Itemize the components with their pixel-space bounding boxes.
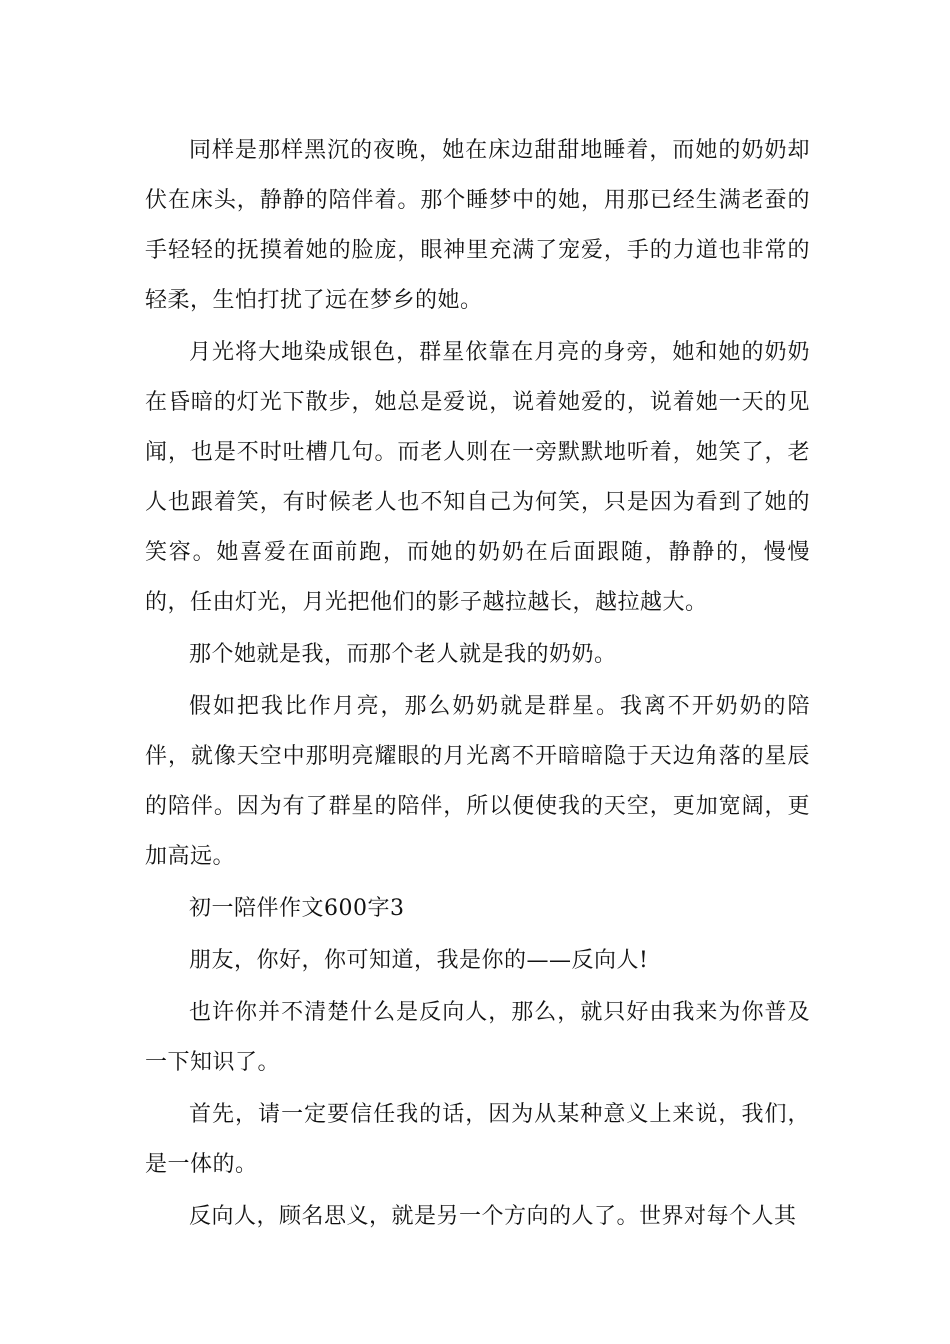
paragraph-7: 首先，请一定要信任我的话，因为从某种意义上来说，我们，是一体的。 bbox=[145, 1102, 810, 1177]
paragraph-4: 假如把我比作月亮，那么奶奶就是群星。我离不开奶奶的陪伴，就像天空中那明亮耀眼的月光离不开暗暗隐于天边角落的星辰的陪伴。因为有了群星的陪伴，所以便使我的天空，更加宽阔，更加高远。 bbox=[145, 694, 810, 869]
paragraph-3: 那个她就是我，而那个老人就是我的奶奶。 bbox=[189, 642, 617, 667]
document-body bbox=[145, 126, 810, 1242]
paragraph-6: 也许你并不清楚什么是反向人，那么，就只好由我来为你普及一下知识了。 bbox=[145, 1000, 810, 1075]
paragraph-2: 月光将大地染成银色，群星依靠在月亮的身旁，她和她的奶奶在昏暗的灯光下散步，她总是爱说，说着她爱的，说着她一天的见闻，也是不时吐槽几句。而老人则在一旁默默地听着，她笑了，老人也跟着笑，有时候老人也不知自己为何笑，只是因为看到了她的笑容。她喜爱在面前跑，而她的奶奶在后面跟随，静静的，慢慢的，任由灯光，月光把他们的影子越拉越长，越拉越大。 bbox=[145, 340, 810, 615]
section-heading: 初一陪伴作文600字3 bbox=[189, 896, 405, 921]
paragraph-1: 同样是那样黑沉的夜晚，她在床边甜甜地睡着，而她的奶奶却伏在床头，静静的陪伴着。那个睡梦中的她，用那已经生满老蚕的手轻轻的抚摸着她的脸庞，眼神里充满了宠爱，手的力道也非常的轻柔，生怕打扰了远在梦乡的她。 bbox=[145, 138, 810, 313]
paragraph-5: 朋友，你好，你可知道，我是你的——反向人! bbox=[189, 948, 649, 973]
paragraph-8: 反向人，顾名思义，就是另一个方向的人了。世界对每个人其 bbox=[189, 1204, 797, 1229]
